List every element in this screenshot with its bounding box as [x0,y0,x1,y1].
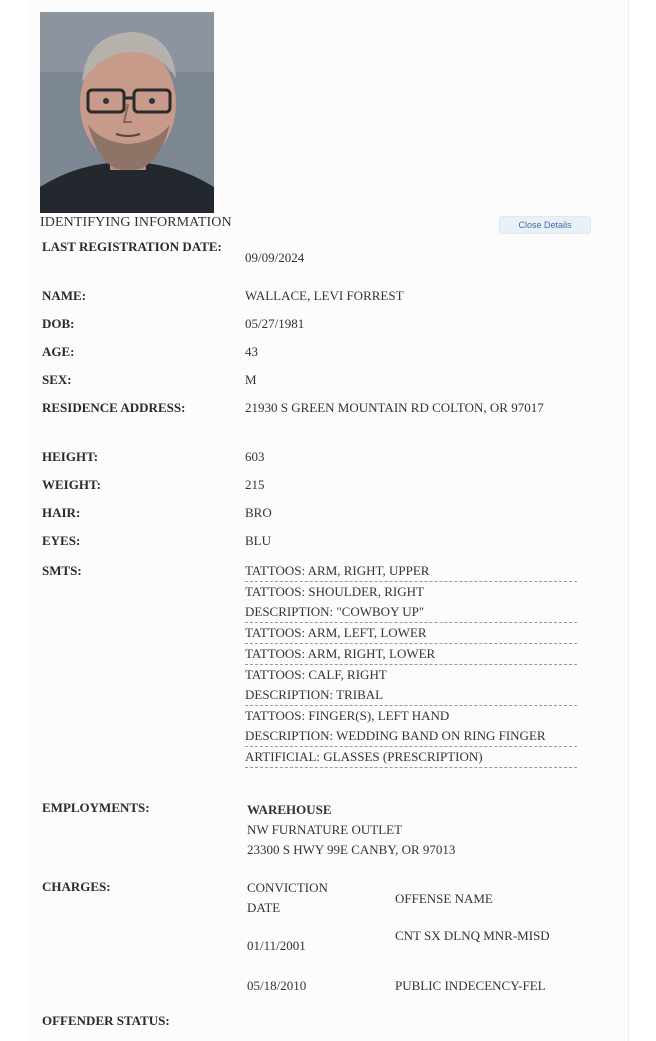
smt-item: DESCRIPTION: "COWBOY UP" [245,602,577,623]
label-offender-status: OFFENDER STATUS: [42,1013,170,1028]
label-height: HEIGHT: [42,449,99,464]
label-last-registration: LAST REGISTRATION DATE: [42,239,222,254]
value-sex: M [245,372,257,387]
value-weight: 215 [245,477,265,492]
label-charges: CHARGES: [42,879,111,894]
charge-offense: PUBLIC INDECENCY-FEL [395,978,546,993]
close-details-button[interactable]: Close Details [499,216,591,234]
charge-date: 01/11/2001 [247,938,306,953]
value-last-registration: 09/09/2024 [245,250,305,265]
value-residence: 21930 S GREEN MOUNTAIN RD COLTON, OR 97017 [245,400,544,415]
employment-entry [247,800,587,860]
smt-item: TATTOOS: CALF, RIGHT [245,667,387,682]
value-age: 43 [245,344,258,359]
smt-item: TATTOOS: ARM, RIGHT, LOWER [245,644,577,665]
label-age: AGE: [42,344,75,359]
label-residence: RESIDENCE ADDRESS: [42,400,186,415]
label-dob: DOB: [42,316,75,331]
label-name: NAME: [42,288,87,303]
employment-address: 23300 S HWY 99E CANBY, OR 97013 [247,842,456,857]
smt-item: DESCRIPTION: TRIBAL [245,685,577,706]
label-hair: HAIR: [42,505,81,520]
portrait-image [40,12,214,213]
smt-item: TATTOOS: SHOULDER, RIGHT [245,584,424,599]
label-smts: SMTS: [42,563,82,578]
label-weight: WEIGHT: [42,477,101,492]
smt-item: TATTOOS: FINGER(S), LEFT HAND [245,708,450,723]
value-dob: 05/27/1981 [245,316,305,331]
value-hair: BRO [245,505,272,520]
value-eyes: BLU [245,533,271,548]
value-height: 603 [245,449,265,464]
smt-item: TATTOOS: ARM, LEFT, LOWER [245,623,577,644]
smt-item: DESCRIPTION: WEDDING BAND ON RING FINGER [245,726,577,747]
employment-title: WAREHOUSE [247,802,332,817]
value-name: WALLACE, LEVI FORREST [245,288,404,303]
label-sex: SEX: [42,372,72,387]
charges-header-offense: OFFENSE NAME [395,891,493,906]
employment-employer: NW FURNATURE OUTLET [247,822,403,837]
label-employments: EMPLOYMENTS: [42,800,150,815]
smt-item: ARTIFICIAL: GLASSES (PRESCRIPTION) [245,747,577,768]
charges-header-date: CONVICTION DATE [247,880,328,915]
charge-date: 05/18/2010 [247,978,307,993]
charge-offense: CNT SX DLNQ MNR-MISD [395,928,550,943]
smt-item: TATTOOS: ARM, RIGHT, UPPER [245,561,577,582]
offender-photo [40,12,214,213]
smts-list [245,561,585,768]
section-title: IDENTIFYING INFORMATION [40,215,232,230]
label-eyes: EYES: [42,533,81,548]
